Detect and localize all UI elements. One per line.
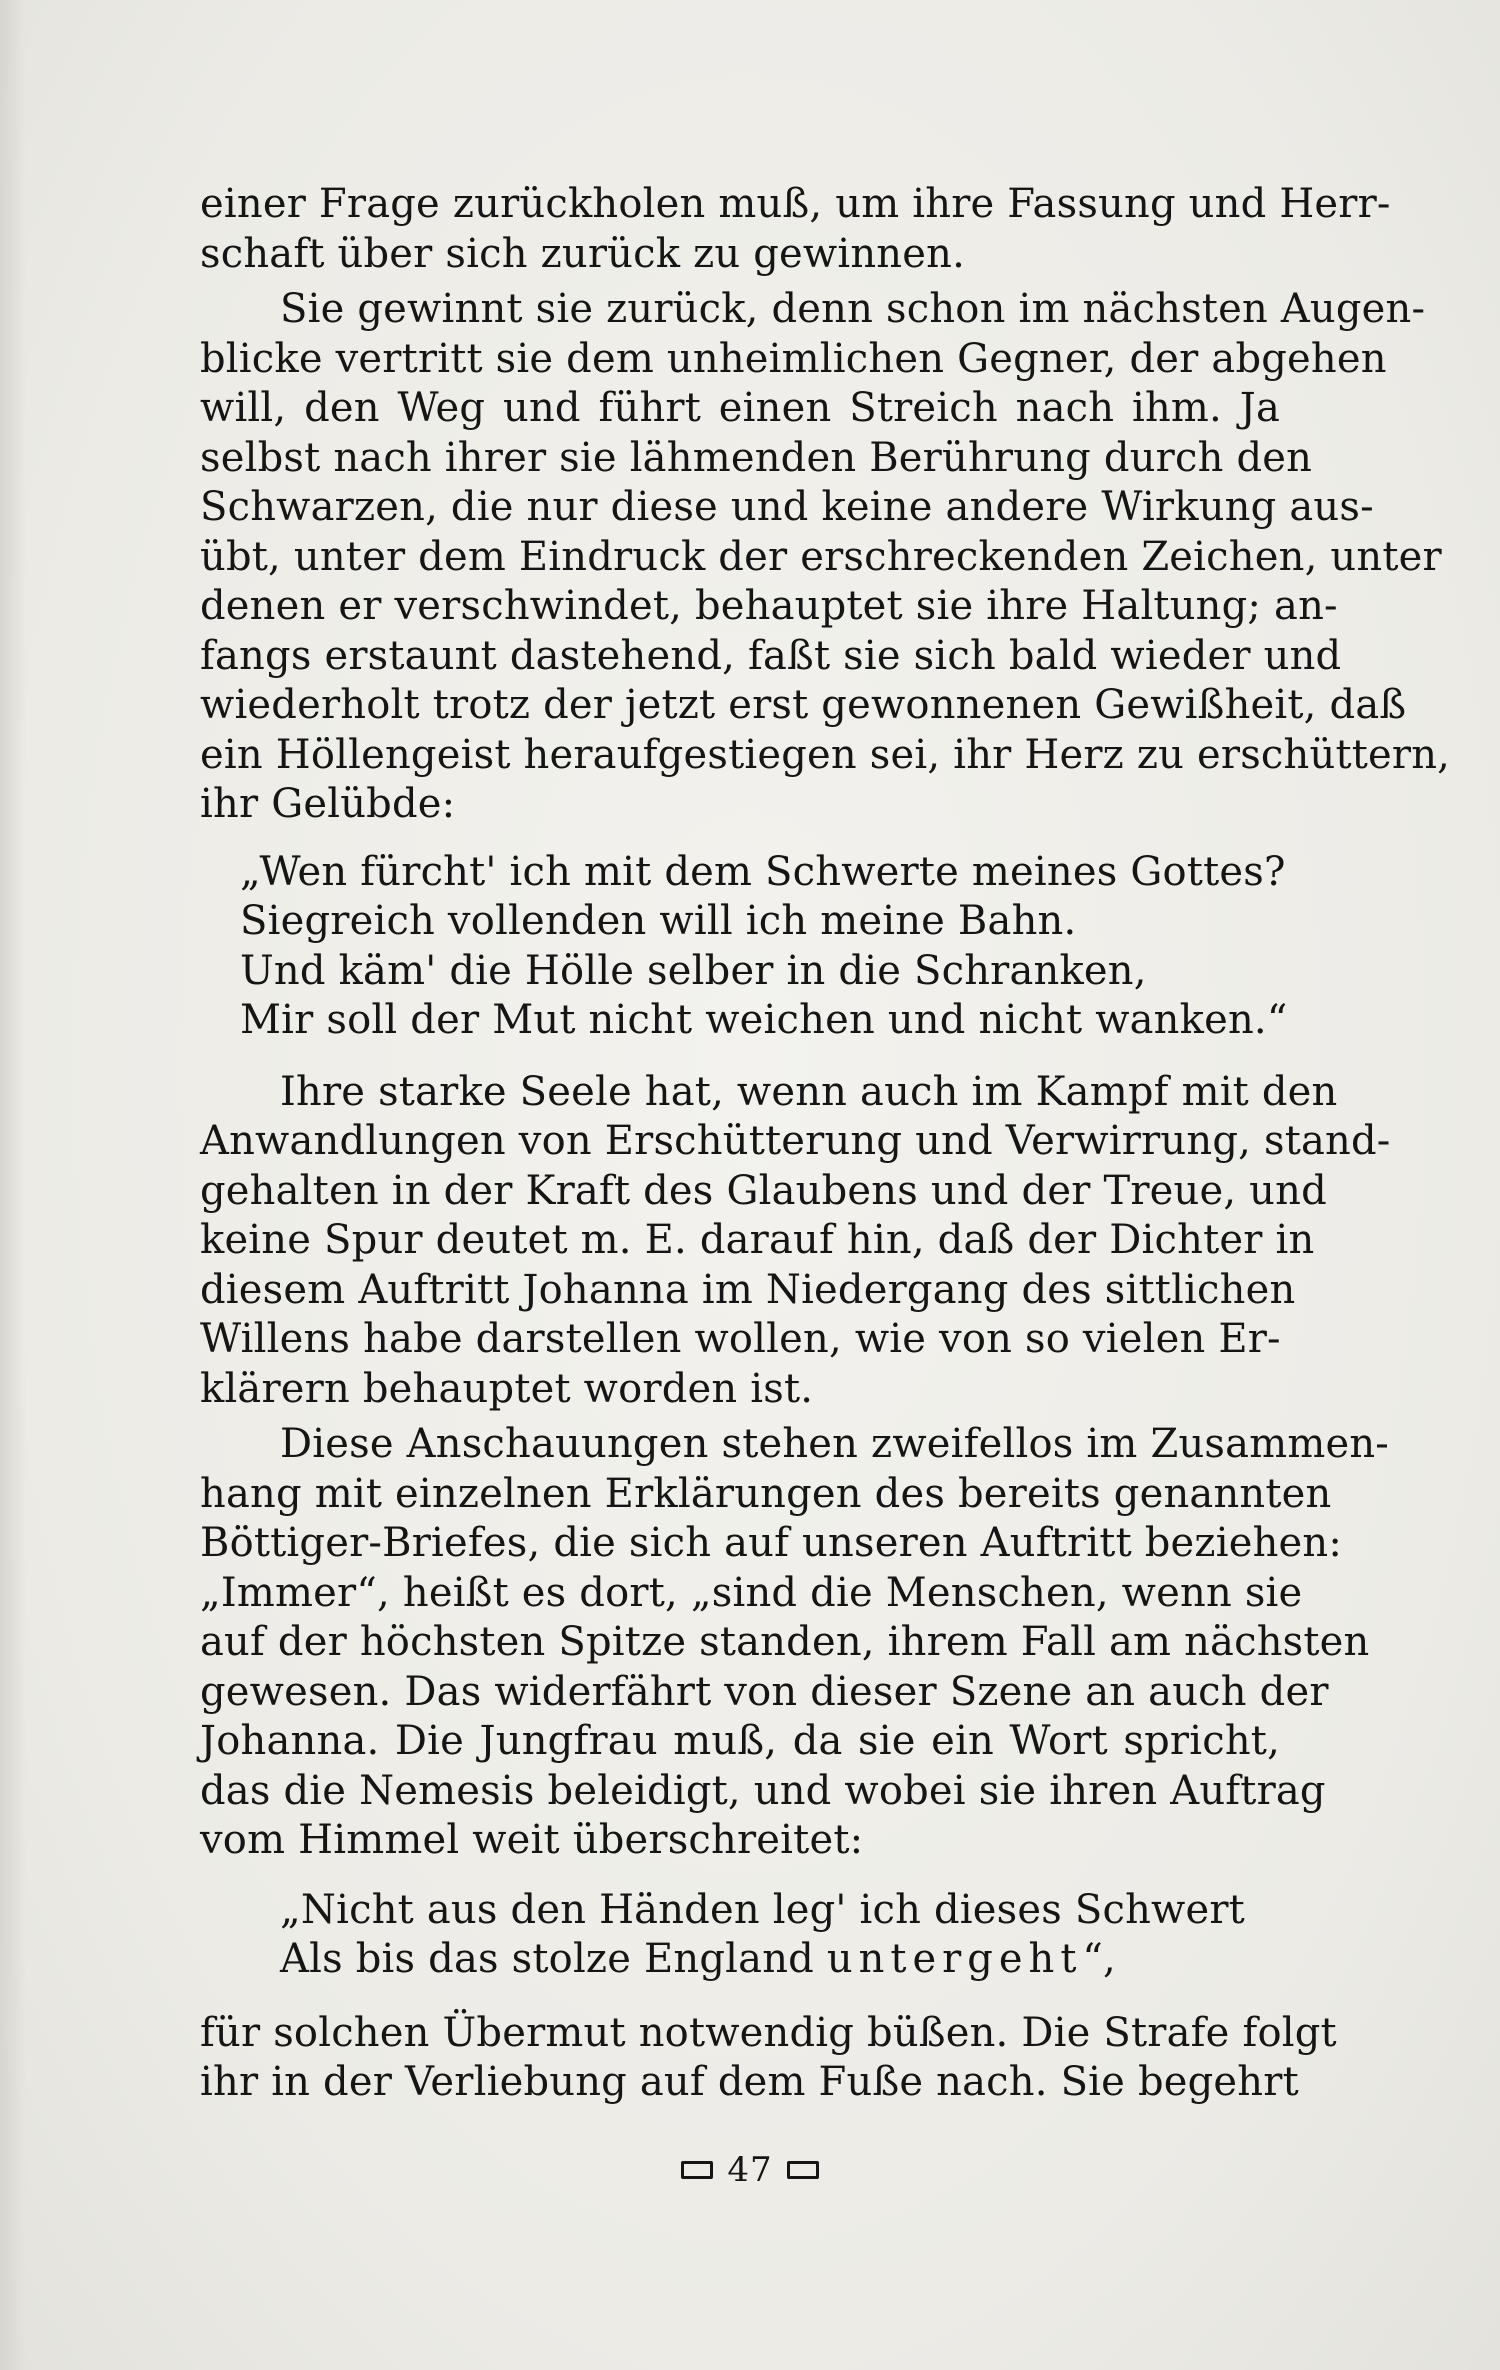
text-line: denen er verschwindet, behauptet sie ihre Haltung; an- [200, 583, 1338, 629]
text-line: klärern behauptet worden ist. [200, 1365, 814, 1412]
text-line: Böttiger-Briefes, die sich auf unseren Auftritt beziehen: [200, 1520, 1343, 1566]
text-line: ihr in der Verliebung auf dem Fuße nach. Sie begehrt [200, 2059, 1299, 2105]
ornament-box-icon [787, 2161, 819, 2179]
paragraph-ihre-starke-seele [200, 1068, 1391, 1415]
text-line: Ihre starke Seele hat, wenn auch im Kampf mit den [280, 1068, 1338, 1115]
text-line: Willens habe darstellen wollen, wie von so vielen Er- [200, 1316, 1281, 1362]
text-line: Diese Anschauungen stehen zweifellos im Zusammen- [280, 1421, 1389, 1467]
text-line: hang mit einzelnen Erklärungen des bereits genannten [200, 1470, 1332, 1517]
text-line: ein Höllengeist heraufgestiegen sei, ihr Herz zu erschüttern, [200, 731, 1451, 778]
text-line: blicke vertritt sie dem unheimlichen Gegner, der abgehen [200, 335, 1387, 382]
verse-line: Mir soll der Mut nicht weichen und nicht wanken.“ [240, 997, 1288, 1043]
text-line: vom Himmel weit überschreitet: [200, 1817, 864, 1863]
text-line: gehalten in der Kraft des Glaubens und der Treue, und [200, 1167, 1327, 1214]
text-line: fangs erstaunt dastehend, faßt sie sich bald wieder und [200, 632, 1342, 679]
text-line: Schwarzen, die nur diese und keine andere Wirkung aus- [200, 484, 1374, 530]
text-line: schaft über sich zurück zu gewinnen. [200, 230, 966, 277]
verse-text: “, [1082, 1936, 1116, 1982]
page-number [0, 2150, 1500, 2190]
verse-line: Siegreich vollenden will ich meine Bahn. [240, 898, 1077, 944]
verse-quote-1 [240, 848, 1288, 1046]
verse-line [280, 1935, 1280, 1985]
ornament-box-icon [681, 2161, 713, 2179]
verse-line: „Nicht aus den Händen leg' ich dieses Schwert [280, 1886, 1245, 1933]
text-line: auf der höchsten Spitze standen, ihrem Fall am nächsten [200, 1619, 1370, 1665]
paragraph-continuation [200, 180, 1391, 279]
text-line: wiederholt trotz der jetzt erst gewonnenen Gewißheit, daß [200, 682, 1407, 728]
verse-quote-2 [280, 1886, 1280, 1985]
text-line: keine Spur deutet m. E. darauf hin, daß der Dichter in [200, 1217, 1315, 1263]
text-line: Johanna. Die Jungfrau muß, da sie ein Wort spricht, [200, 1718, 1280, 1764]
text-line: Anwandlungen von Erschütterung und Verwirrung, stand- [200, 1118, 1391, 1164]
page-number-text: 47 [727, 2150, 773, 2190]
text-line: will, den Weg und führt einen Streich nach ihm. Ja [200, 385, 1280, 431]
text-line: einer Frage zurückholen muß, um ihre Fassung und Herr- [200, 181, 1391, 227]
text-line: für solchen Übermut notwendig büßen. Die Strafe folgt [200, 2009, 1337, 2056]
verse-text: Als bis das stolze England [280, 1936, 827, 1982]
text-line: selbst nach ihrer sie lähmenden Berührung durch den [200, 434, 1313, 481]
text-line: gewesen. Das widerfährt von dieser Szene an auch der [200, 1668, 1329, 1715]
body-text [200, 180, 1451, 2108]
text-line: das die Nemesis beleidigt, und wobei sie ihren Auftrag [200, 1767, 1326, 1814]
paragraph-sie-gewinnt [200, 285, 1451, 830]
emphasized-word: untergeht [826, 1936, 1083, 1982]
text-line: ihr Gelübde: [200, 781, 456, 827]
text-line: übt, unter dem Eindruck der erschreckenden Zeichen, unter [200, 533, 1442, 580]
verse-line: Und käm' die Hölle selber in die Schranken, [240, 947, 1147, 994]
verse-line: „Wen fürcht' ich mit dem Schwerte meines Gottes? [240, 848, 1286, 895]
text-line: Sie gewinnt sie zurück, denn schon im nächsten Augen- [280, 286, 1426, 332]
text-line: diesem Auftritt Johanna im Niedergang des sittlichen [200, 1266, 1296, 1313]
paragraph-fuer-solchen [200, 2009, 1337, 2108]
paragraph-diese-anschauungen [200, 1420, 1389, 1866]
text-line: „Immer“, heißt es dort, „sind die Menschen, wenn sie [200, 1569, 1303, 1616]
spine-shadow [0, 0, 26, 2370]
